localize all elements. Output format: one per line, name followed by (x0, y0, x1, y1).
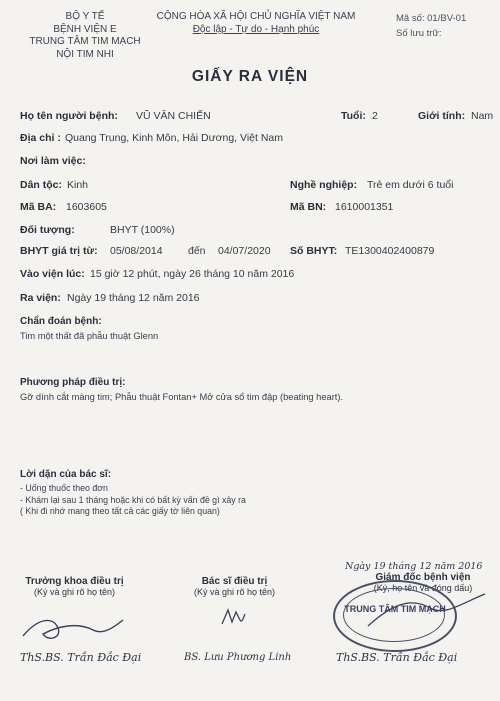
patient-no: 1610001351 (335, 201, 394, 213)
header-hospital: BỆNH VIỆN E (53, 23, 117, 35)
bhyt-no-label: Số BHYT: (290, 245, 338, 257)
patient-sex: Nam (471, 110, 494, 122)
doctor-name: BS. Lưu Phương Linh (184, 652, 292, 663)
treatment-label: Phương pháp điều trị: (20, 377, 126, 388)
document-title: GIẤY RA VIỆN (191, 68, 309, 85)
header-form-info (396, 11, 466, 41)
patient-address: Quang Trung, Kinh Môn, Hải Dương, Việt Nam (65, 132, 283, 144)
object-label: Đối tượng: (20, 224, 75, 236)
record-no: 1603605 (66, 201, 107, 213)
director-note: (Ký, họ tên và đóng dấu) (373, 583, 473, 593)
doctor-title: Bác sĩ điều trị (201, 576, 268, 587)
director-title: Giám đốc bệnh viện (375, 572, 471, 583)
director-name: ThS.BS. Trần Đắc Đại (336, 651, 458, 664)
header-agency (10, 11, 160, 61)
header-center: TRUNG TÂM TIM MẠCH (29, 36, 141, 47)
form-number: Mã số: 01/BV-01 (396, 13, 467, 24)
discharge-date: Ngày 19 tháng 12 năm 2016 (67, 292, 200, 304)
diagnosis-text: Tim một thất đã phẫu thuật Glenn (20, 331, 159, 341)
head-name: ThS.BS. Trần Đắc Đại (20, 651, 142, 664)
sign-date: Ngày 19 tháng 12 năm 2016 (345, 561, 483, 572)
patient-object: BHYT (100%) (110, 224, 175, 236)
stamp-text: TRUNG TÂM TIM MẠCH (344, 604, 446, 614)
doctor-sign-block (172, 576, 297, 597)
advice-item: ( Khi đi nhớ mang theo tất cả các giấy tờ liên quan) (20, 506, 220, 516)
job-label: Nghề nghiệp: (290, 179, 358, 191)
address-label: Địa chỉ : (20, 132, 61, 144)
nation-name: CỘNG HÒA XÃ HỘI CHỦ NGHĨA VIỆT NAM (156, 11, 356, 22)
nation-motto: Độc lập - Tự do - Hạnh phúc (192, 23, 320, 35)
patient-job: Trẻ em dưới 6 tuổi (367, 179, 454, 191)
advice-label: Lời dặn của bác sĩ: (20, 469, 112, 480)
record-no-label: Mã BA: (20, 201, 57, 213)
archive-number: Số lưu trữ: (396, 28, 442, 39)
sex-label: Giới tính: (418, 110, 466, 122)
bhyt-from: 05/08/2014 (110, 245, 163, 257)
admit-label: Vào viện lúc: (20, 268, 85, 280)
doctor-note: (Ký và ghi rõ họ tên) (193, 587, 276, 597)
bhyt-no: TE1300402400879 (345, 245, 435, 257)
bhyt-to: 04/07/2020 (218, 245, 271, 257)
name-label: Họ tên người bệnh: (20, 110, 118, 122)
head-signature-scribble (18, 608, 128, 648)
patient-name: VŨ VĂN CHIẾN (136, 110, 211, 122)
patient-age: 2 (372, 110, 378, 122)
header-department: NỘI TIM NHI (56, 48, 114, 60)
advice-list (20, 483, 246, 518)
age-label: Tuổi: (341, 110, 366, 122)
advice-item: - Khám lại sau 1 tháng hoặc khi có bất kỳ vấn đề gì xảy ra (20, 494, 246, 505)
workplace-label: Nơi làm việc: (20, 155, 86, 167)
treatment-text: Gỡ dính cắt màng tim; Phẫu thuật Fontan+ Mở cửa sổ tim đập (beating heart). (20, 392, 344, 402)
header-ministry: BỘ Y TẾ (65, 11, 105, 22)
patient-no-label: Mã BN: (290, 201, 327, 213)
director-signature-scribble (360, 586, 490, 636)
head-note: (Ký và ghi rõ họ tên) (33, 587, 116, 597)
patient-ethnic: Kinh (67, 179, 89, 191)
discharge-label: Ra viện: (20, 292, 61, 304)
head-sign-block (12, 576, 137, 597)
diagnosis-label: Chẩn đoán bệnh: (20, 316, 102, 327)
ethnic-label: Dân tộc: (20, 179, 62, 191)
head-title: Trưởng khoa điều trị (25, 576, 124, 587)
advice-item: - Uống thuốc theo đơn (20, 483, 108, 493)
bhyt-valid-label: BHYT giá trị từ: (20, 245, 98, 257)
bhyt-to-word: đến (188, 245, 206, 257)
admit-time: 15 giờ 12 phút, ngày 26 tháng 10 năm 2016 (90, 268, 295, 280)
header-nation (142, 11, 370, 36)
doctor-signature-scribble (218, 604, 248, 630)
